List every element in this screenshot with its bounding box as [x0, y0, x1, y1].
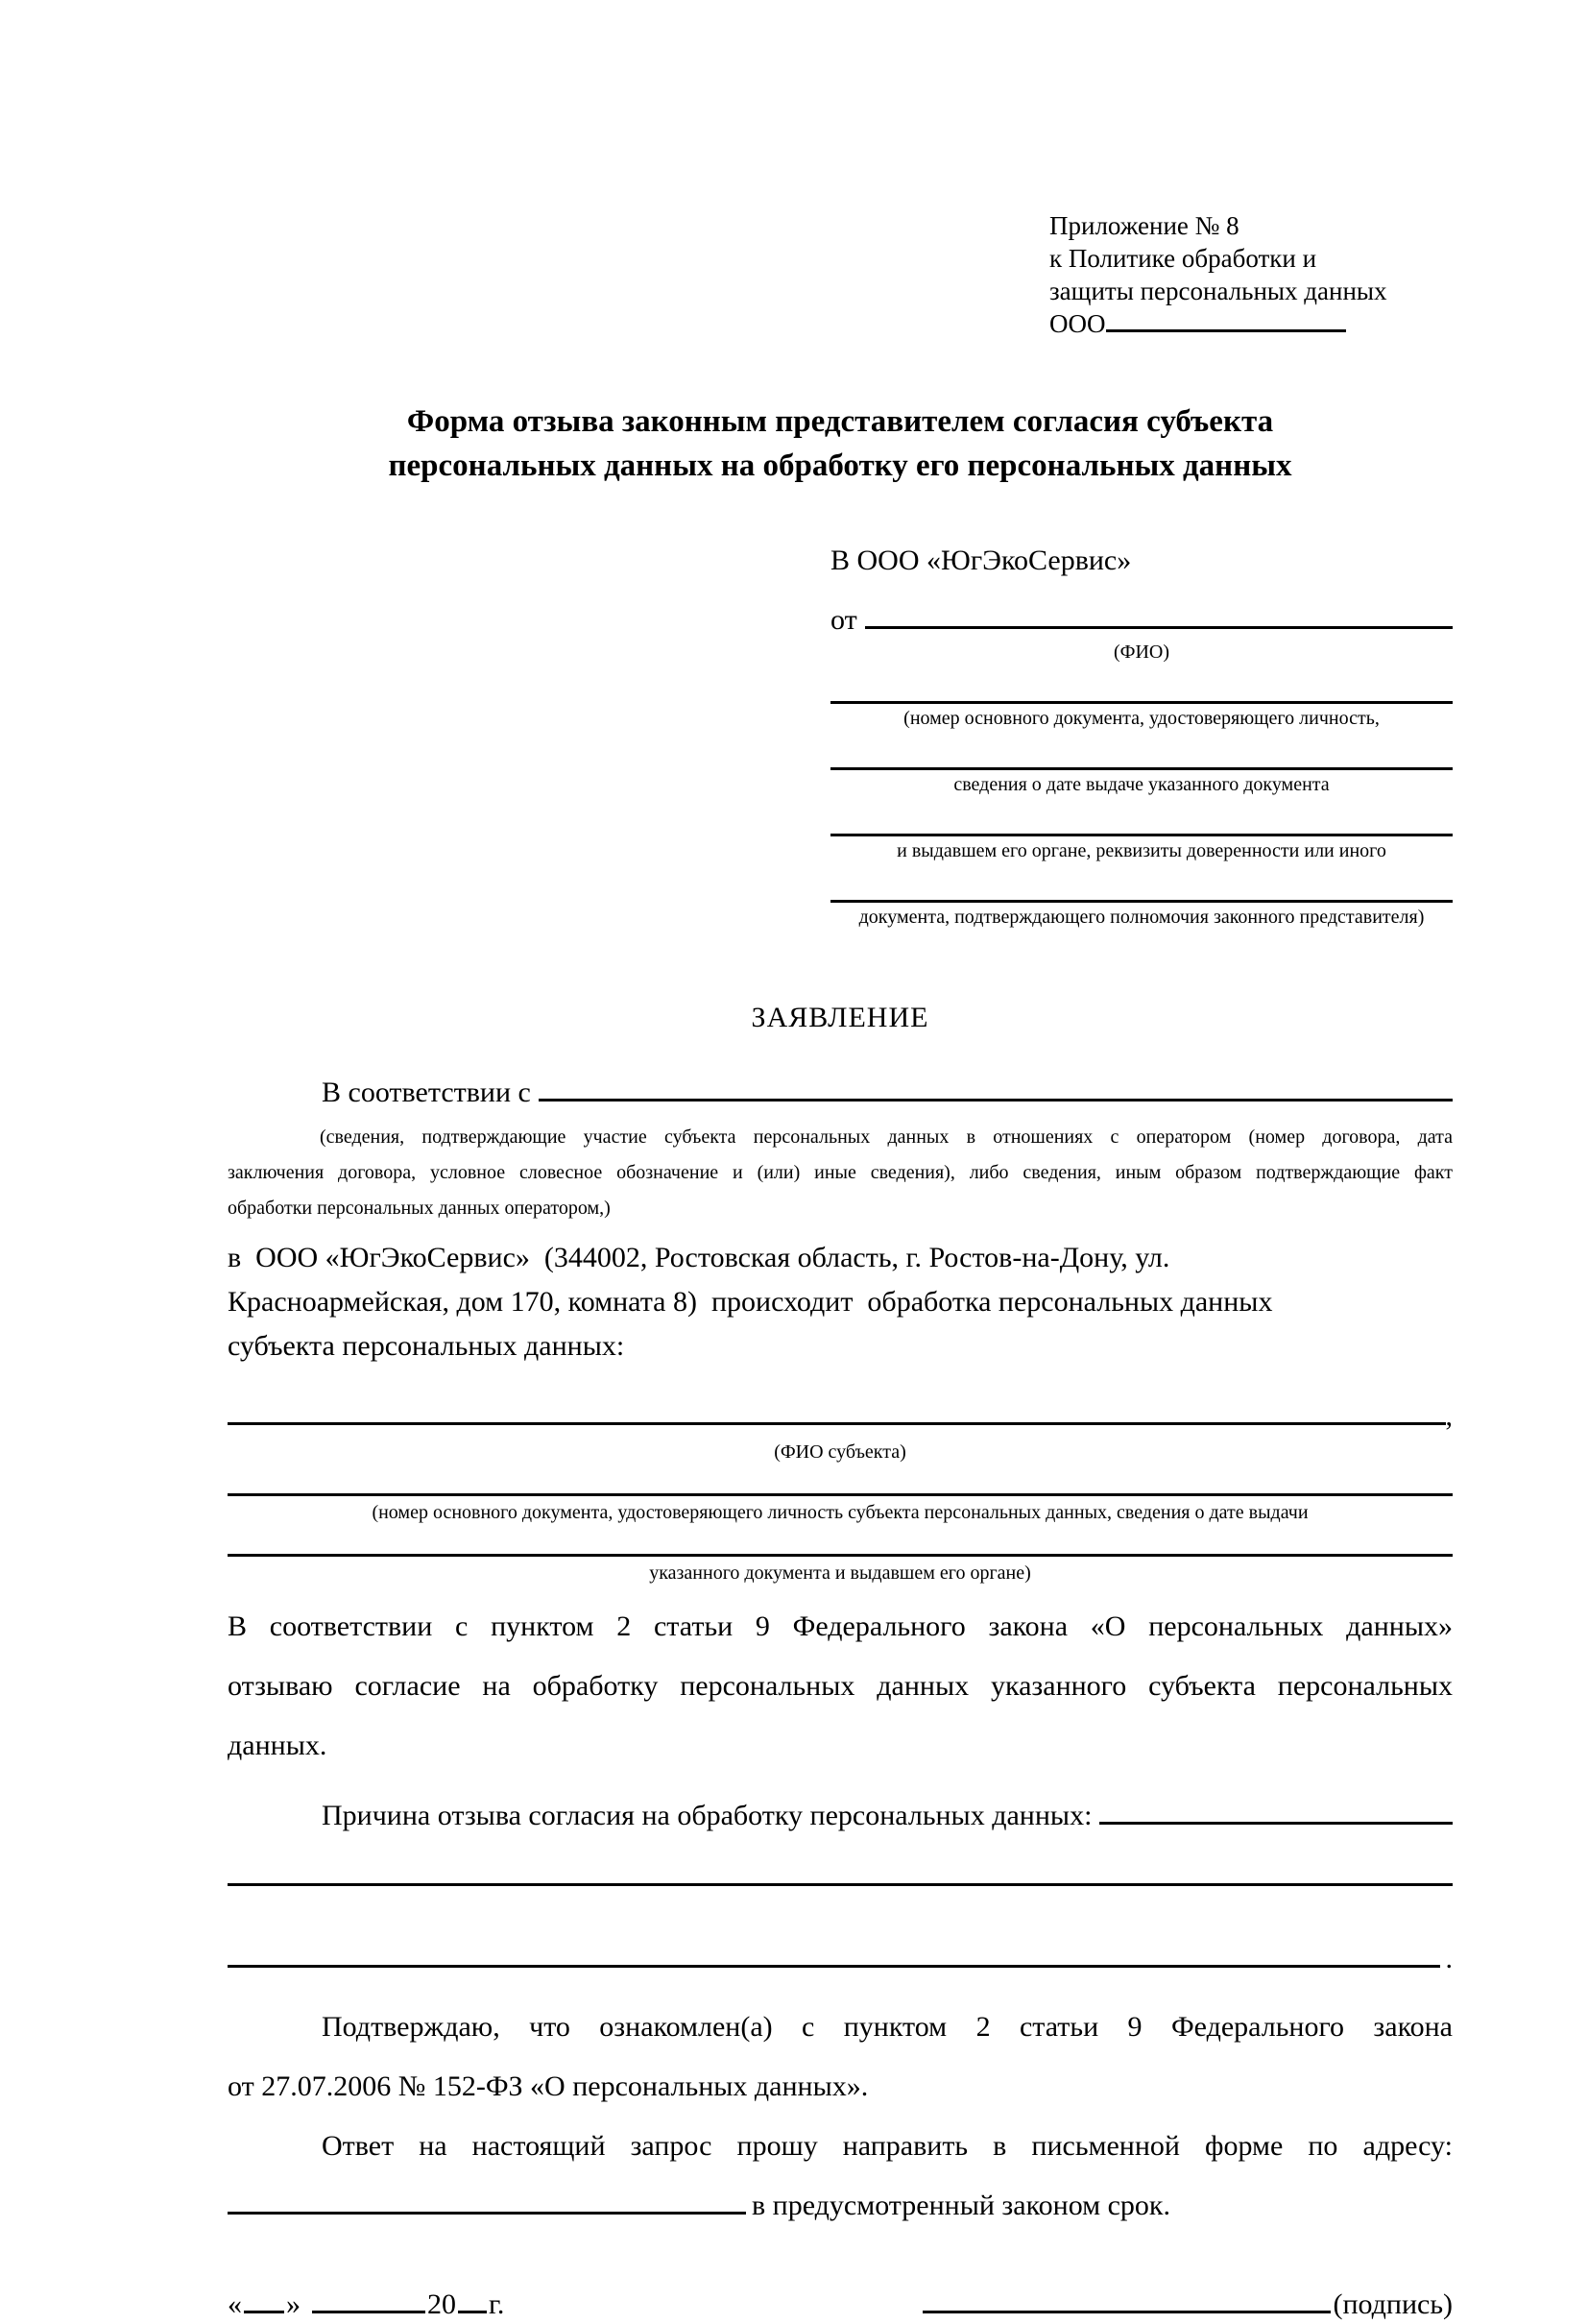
org-name-blank-field [1106, 327, 1346, 332]
operator-paragraph [228, 1236, 1453, 1368]
from-line [830, 601, 1453, 640]
appendix-line-3: защиты персональных данных [1049, 277, 1387, 305]
basis-caption [228, 1120, 1453, 1226]
open-quote: « [228, 2288, 242, 2320]
appendix-line-1: Приложение № 8 [1049, 211, 1239, 240]
representative-doc-row-3 [830, 834, 1453, 863]
org-label: ООО [1049, 309, 1106, 338]
withdrawal-paragraph-line-1: В соответствии с пунктом 2 статьи 9 Федерального закона «О персональных данных» [228, 1610, 1453, 1642]
reason-blank-field-2 [228, 1962, 1440, 1968]
basis-label: В соответствии с [322, 1077, 531, 1108]
response-paragraph [228, 2117, 1453, 2236]
basis-caption-line-1: (сведения, подтверждающие участие субъекта персональных данных в отношениях с оператором (номер договора, дата [320, 1126, 1453, 1148]
title-line-2: персональных данных на обработку его персональных данных [388, 448, 1292, 483]
title-line-1: Форма отзыва законным представителем согласия субъекта [406, 404, 1274, 439]
fio-caption: (ФИО) [1113, 642, 1169, 663]
subject-fio-line [228, 1397, 1453, 1436]
confirmation-paragraph [228, 1997, 1453, 2117]
withdrawal-paragraph [228, 1597, 1453, 1776]
org-line [1049, 307, 1414, 340]
appendix-note [1049, 209, 1414, 340]
representative-doc-row-1 [830, 701, 1453, 731]
footer [228, 2286, 1453, 2324]
document-title [228, 399, 1453, 488]
date-line [228, 2286, 504, 2324]
response-paragraph-line-1: Ответ на настоящий запрос прошу направить в письменной форме по адресу: [322, 2130, 1453, 2162]
year-blank-field [458, 2308, 487, 2313]
reason-blank-field [1099, 1819, 1453, 1825]
basis-line [228, 1074, 1453, 1112]
reason-line [228, 1797, 1453, 1835]
representative-doc-caption-1: (номер основного документа, удостоверяющего личность, [903, 708, 1380, 729]
reason-label: Причина отзыва согласия на обработку персональных данных: [322, 1800, 1093, 1831]
day-blank-field [244, 2308, 284, 2313]
signature-caption: (подпись) [1333, 2288, 1453, 2320]
operator-paragraph-line-1: в ООО «ЮгЭкоСервис» (344002, Ростовская область, г. Ростов-на-Дону, ул. [228, 1242, 1170, 1273]
basis-caption-line-2: заключения договора, условное словесное обозначение и (или) иные сведения), либо сведения, иным образом подтверждающие факт [228, 1162, 1453, 1183]
subject-doc-caption-1: (номер основного документа, удостоверяющего личность субъекта персональных данных, сведения о дате выдачи [372, 1502, 1309, 1523]
representative-doc-caption-3: и выдавшем его органе, реквизиты доверенности или иного [897, 840, 1386, 861]
withdrawal-paragraph-line-2: отзываю согласие на обработку персональных данных указанного субъекта персональных [228, 1670, 1453, 1702]
representative-doc-blank-field-2 [830, 767, 1453, 770]
close-quote: » [286, 2288, 301, 2320]
representative-doc-blank-field-1 [830, 701, 1453, 704]
signature-line [921, 2286, 1453, 2324]
trailing-period: . [1445, 1943, 1453, 1974]
trailing-comma: , [1445, 1400, 1453, 1432]
response-address-line [228, 2176, 1453, 2236]
statement-heading: ЗАЯВЛЕНИЕ [751, 1002, 929, 1033]
confirmation-paragraph-line-2: от 27.07.2006 № 152-ФЗ «О персональных данных». [228, 2070, 869, 2102]
recipient-block [830, 542, 1453, 930]
reason-blank-line-1 [228, 1883, 1453, 1886]
representative-doc-row-2 [830, 767, 1453, 797]
confirmation-paragraph-line-1: Подтверждаю, что ознакомлен(а) с пунктом 2 статьи 9 Федерального закона [322, 2011, 1453, 2043]
representative-doc-caption-2: сведения о дате выдаче указанного документа [953, 774, 1330, 795]
subject-doc-blank-field-1 [228, 1493, 1453, 1496]
operator-paragraph-line-3: субъекта персональных данных: [228, 1330, 625, 1362]
subject-fio-caption: (ФИО субъекта) [774, 1441, 906, 1463]
recipient-org: В ООО «ЮгЭкоСервис» [830, 545, 1132, 576]
subject-doc-blank-field-2 [228, 1554, 1453, 1557]
operator-paragraph-line-2: Красноармейская, дом 170, комната 8) происходит обработка персональных данных [228, 1286, 1273, 1318]
representative-doc-caption-4: документа, подтверждающего полномочия законного представителя) [858, 907, 1425, 928]
year-suffix: г. [489, 2288, 505, 2320]
year-prefix: 20 [427, 2288, 456, 2320]
withdrawal-paragraph-line-3: данных. [228, 1730, 327, 1761]
signature-blank-field [923, 2308, 1331, 2313]
appendix-line-2: к Политике обработки и [1049, 244, 1317, 273]
from-label: от [830, 604, 857, 636]
response-suffix: в предусмотренный законом срок. [752, 2190, 1170, 2221]
basis-blank-field [539, 1096, 1453, 1101]
subject-doc-caption-2: указанного документа и выдавшем его органе) [649, 1562, 1031, 1584]
month-blank-field [312, 2308, 425, 2313]
from-name-blank-field [865, 623, 1453, 629]
reason-blank-line-2 [228, 1940, 1453, 1978]
representative-doc-row-4 [830, 900, 1453, 930]
representative-doc-blank-field-4 [830, 900, 1453, 903]
basis-caption-line-3: обработки персональных данных оператором,) [228, 1198, 611, 1219]
representative-doc-blank-field-3 [830, 834, 1453, 836]
subject-fio-blank-field [228, 1419, 1446, 1425]
address-blank-field [228, 2209, 746, 2215]
